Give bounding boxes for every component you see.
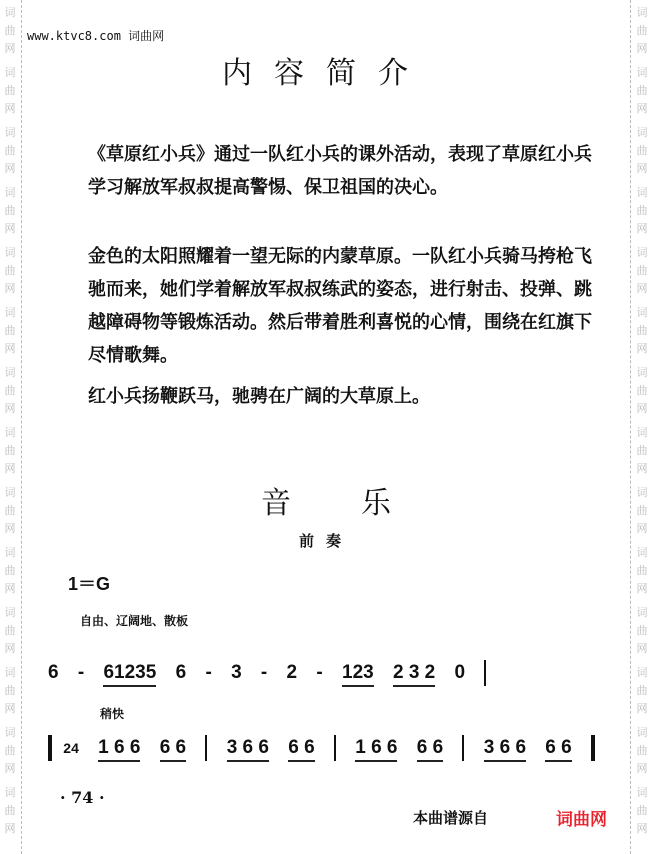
side-watermark: 词 曲 网 [636,126,648,175]
side-watermark: 词 曲 网 [4,366,16,415]
note: - [77,662,85,684]
note-group: 3 6 6 [484,737,526,762]
side-watermark: 词 曲 网 [636,66,648,115]
side-watermark: 词 曲 网 [4,786,16,835]
side-watermark: 词 曲 网 [4,426,16,475]
intro-title: 内容简介 [222,56,430,91]
note-group: 2 3 2 [393,662,435,687]
time-signature: 24 [63,740,79,756]
side-watermark: 词 曲 网 [4,666,16,715]
side-watermark: 词 曲 网 [4,6,16,55]
tempo-marking-2: 稍快 [100,707,125,721]
side-watermark: 词 曲 网 [4,306,16,355]
note-group: 1 6 6 [355,737,397,762]
side-watermark: 词 曲 网 [4,546,16,595]
note-group: 3 6 6 [227,737,269,762]
side-watermark: 词 曲 网 [636,186,648,235]
intro-paragraph-3: 红小兵扬鞭跃马，驰骋在广阔的大草原上。 [88,386,430,407]
note: 6 [175,662,187,684]
side-watermark: 词 曲 网 [4,606,16,655]
left-margin-line [21,0,22,854]
note-group: 6 6 [417,737,443,762]
right-margin-line [630,0,631,854]
note: - [260,662,268,684]
page-number: · 74 · [60,788,105,807]
note-group: 6 6 [288,737,314,762]
side-watermark: 词 曲 网 [636,366,648,415]
note-group: 1 6 6 [98,737,140,762]
site-watermark: www.ktvc8.com 词曲网 [27,29,165,43]
repeat-end [591,735,595,761]
side-watermark: 词 曲 网 [636,606,648,655]
side-watermark: 词 曲 网 [636,426,648,475]
side-watermark: 词 曲 网 [4,66,16,115]
side-watermark: 词 曲 网 [636,486,648,535]
side-watermark: 词 曲 网 [4,486,16,535]
intro-paragraph-2: 金色的太阳照耀着一望无际的内蒙草原。一队红小兵骑马挎枪飞驰而来，她们学着解放军叔叔练武的姿态，进行射击、投弹、跳越障碍物等锻炼活动。然后带着胜利喜悦的心情，围绕在红旗下尽情歌舞。 [88,246,592,366]
side-watermark: 词 曲 网 [636,306,648,355]
note: - [316,662,323,684]
side-watermark: 词 曲 网 [636,546,648,595]
side-watermark: 词 曲 网 [4,726,16,775]
rest: 0 [454,662,466,684]
side-watermark: 词 曲 网 [4,186,16,235]
side-watermark: 词 曲 网 [636,726,648,775]
side-watermark: 词 曲 网 [4,126,16,175]
source-label: 本曲谱源自 [413,809,489,827]
note-group: 61235 [103,662,156,687]
barline [205,735,207,761]
tempo-marking-1: 自由、辽阔地、散板 [80,614,189,628]
notation-line-2 [48,735,609,762]
notation-line-1 [48,660,500,687]
side-watermark: 词 曲 网 [4,246,16,295]
note: - [205,662,212,684]
music-title: 音乐 [261,486,461,521]
repeat-start [48,735,52,761]
note-group: 6 6 [160,737,186,762]
side-watermark: 词 曲 网 [636,666,648,715]
note-group: 6 6 [545,737,571,762]
note-group: 123 [342,662,374,687]
key-signature: 1＝G [68,574,111,594]
barline [462,735,464,761]
section-title: 前奏 [298,532,353,550]
barline [484,660,486,686]
side-watermark: 词 曲 网 [636,246,648,295]
side-watermark: 词 曲 网 [636,786,648,835]
note: 2 [286,662,298,684]
intro-paragraph-1: 《草原红小兵》通过一队红小兵的课外活动，表现了草原红小兵学习解放军叔叔提高警惕、保卫祖国的决心。 [88,144,592,198]
note: 6 [48,662,59,684]
barline [334,735,336,761]
source-name: 词曲网 [556,810,607,830]
note: 3 [231,662,242,684]
side-watermark: 词 曲 网 [636,6,648,55]
